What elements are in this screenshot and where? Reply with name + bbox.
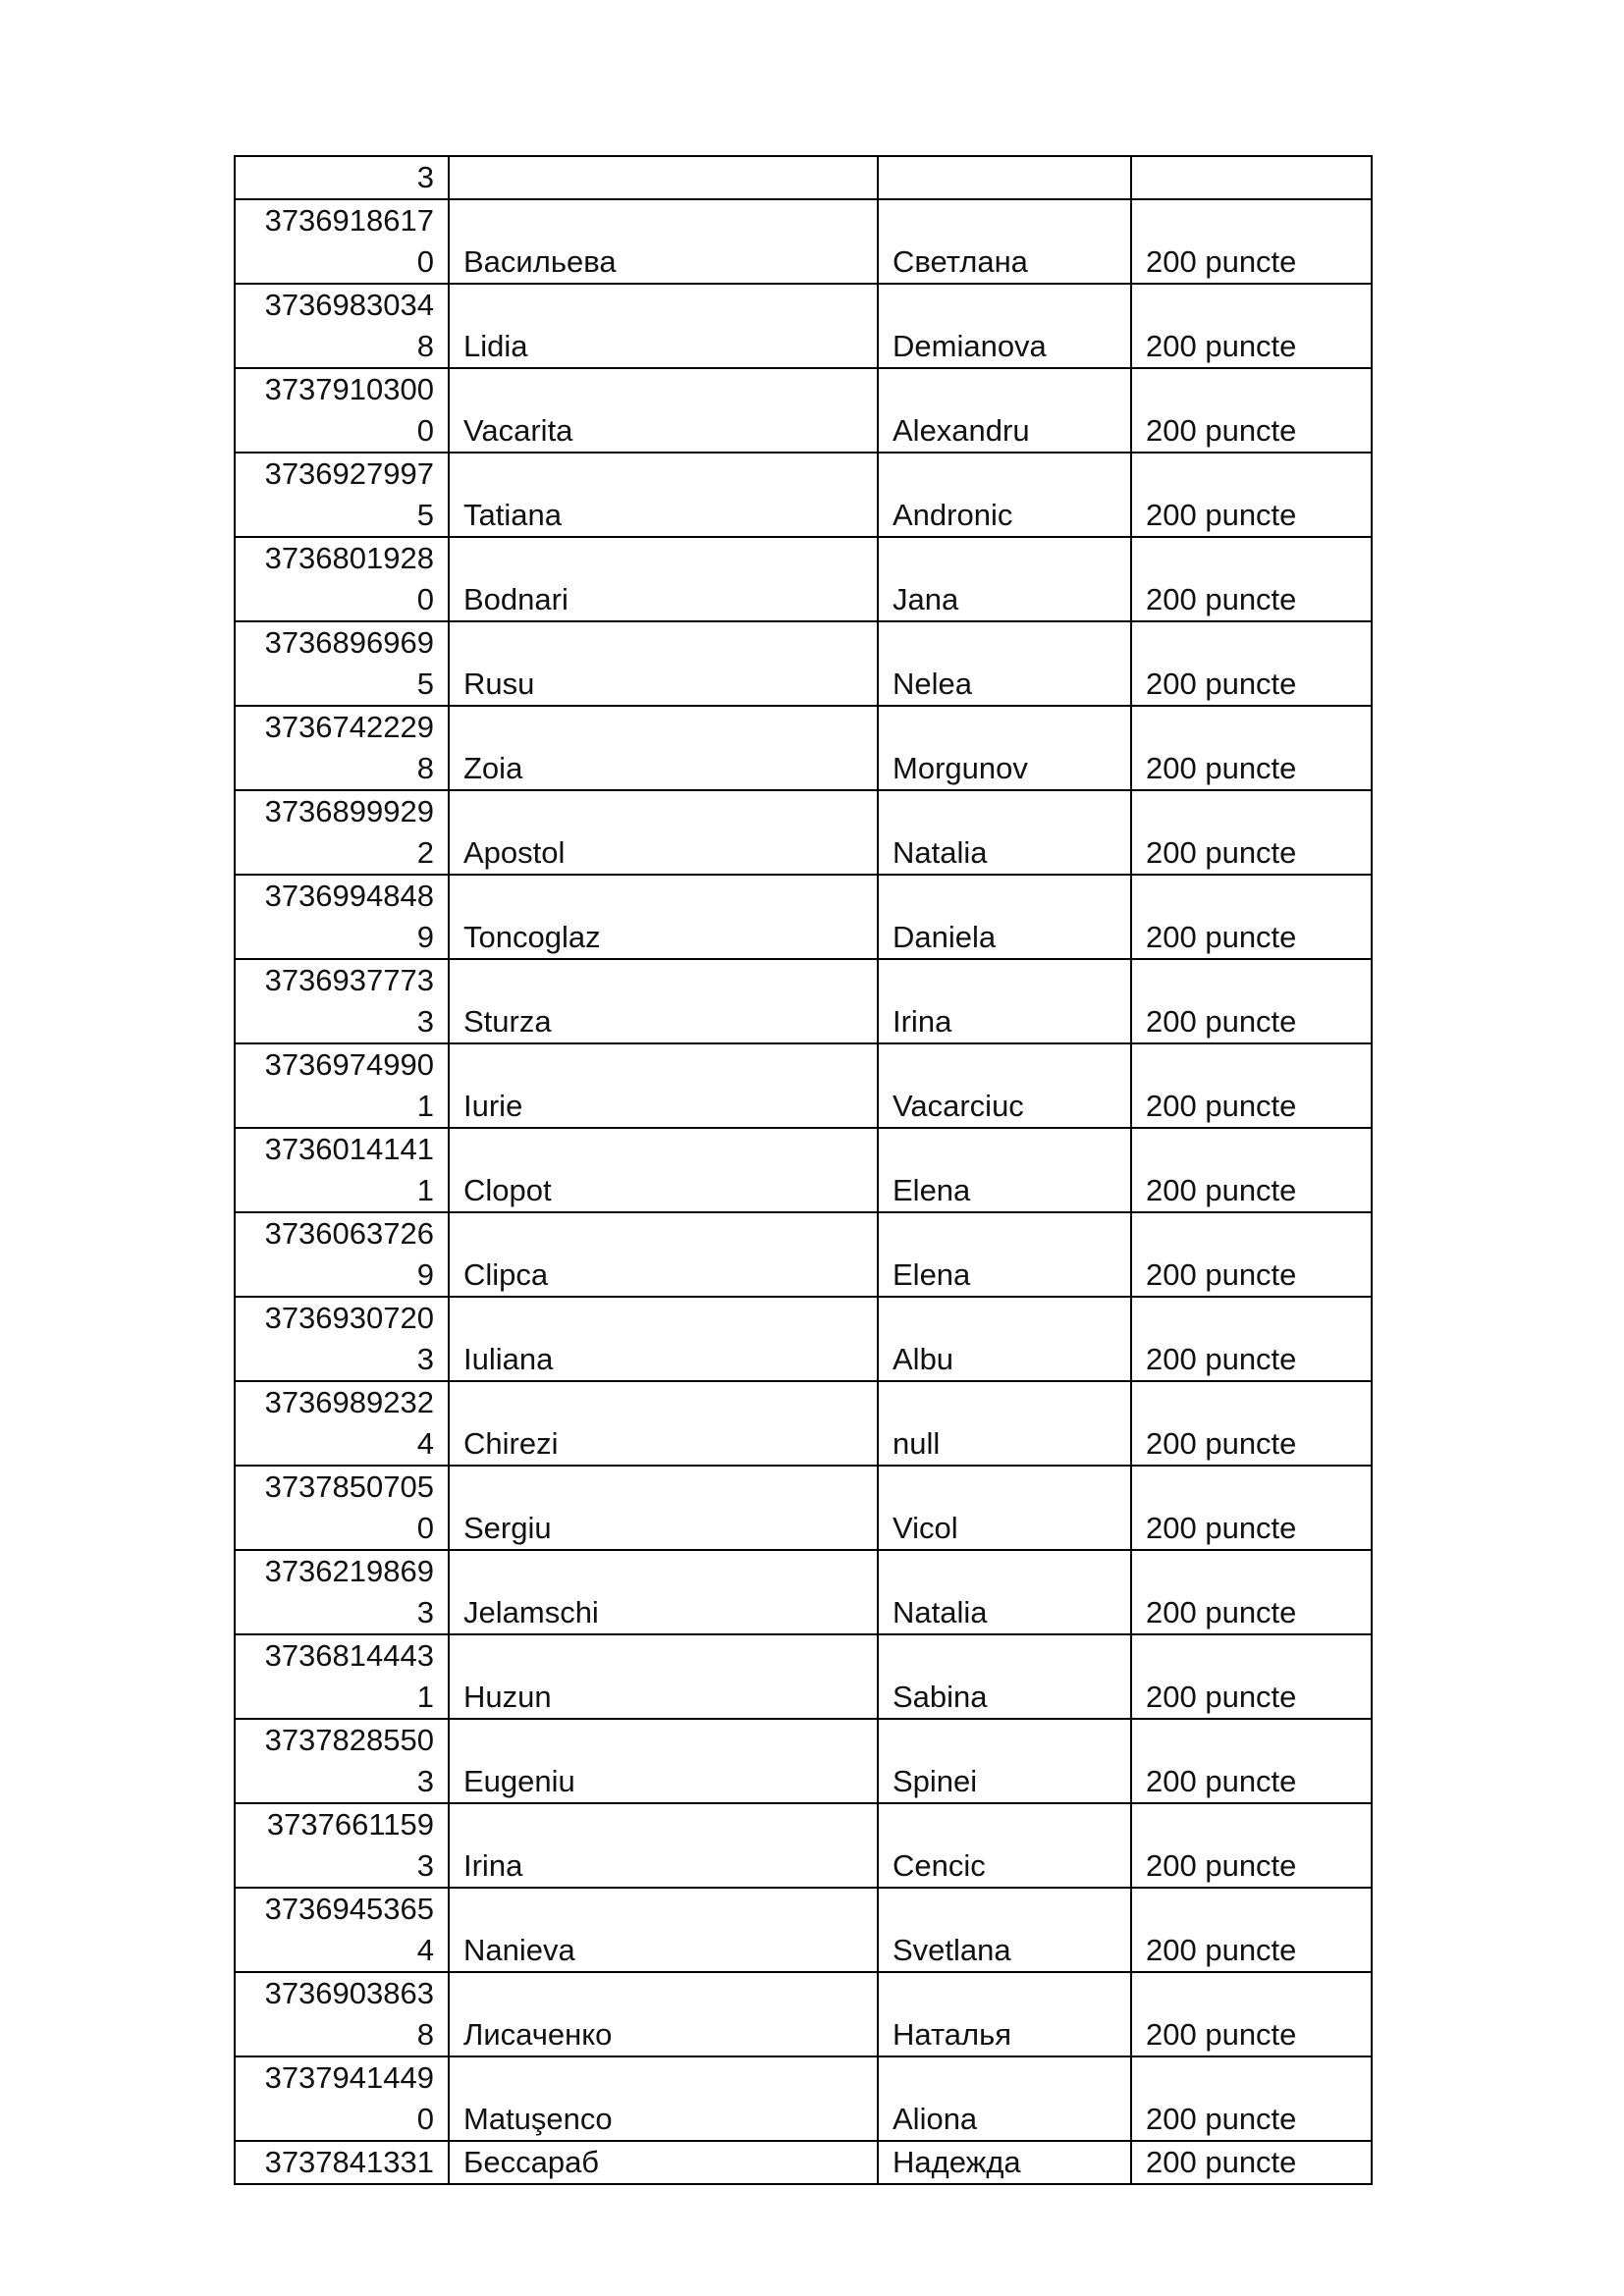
name-cell: Clopot — [449, 1128, 878, 1212]
points-cell: 200 puncte — [1131, 1212, 1372, 1297]
phone-cell — [235, 2056, 449, 2141]
phone-cell — [235, 1466, 449, 1550]
points-cell: 200 puncte — [1131, 537, 1372, 621]
name-cell: Rusu — [449, 621, 878, 706]
phone-number-line1: 3737661159 — [266, 1807, 434, 1842]
name-cell-second: Elena — [878, 1212, 1131, 1297]
name-cell: Vacarita — [449, 368, 878, 453]
points-cell: 200 puncte — [1131, 1719, 1372, 1803]
phone-number-line1: 3736989232 — [264, 1385, 434, 1419]
phone-number-line1: 3736918617 — [264, 203, 434, 238]
phone-cell — [235, 1888, 449, 1972]
points-cell: 200 puncte — [1131, 284, 1372, 368]
phone-cell — [235, 1972, 449, 2056]
phone-number-line1: 3736930720 — [264, 1301, 434, 1335]
phone-cell — [235, 1297, 449, 1381]
table-row — [235, 453, 1372, 537]
table-row — [235, 537, 1372, 621]
phone-cell — [235, 959, 449, 1043]
phone-number-line2: 3 — [416, 1848, 434, 1883]
name-cell — [449, 156, 878, 199]
points-cell: 200 puncte — [1131, 1297, 1372, 1381]
name-cell: Huzun — [449, 1634, 878, 1719]
name-cell-second: Светлана — [878, 199, 1131, 284]
phone-number-line2: 5 — [416, 498, 434, 532]
points-cell: 200 puncte — [1131, 1381, 1372, 1466]
name-cell-second: Nelea — [878, 621, 1131, 706]
phone-number-line2: 9 — [416, 1257, 434, 1292]
phone-number-line2: 9 — [416, 920, 434, 954]
phone-cell — [235, 368, 449, 453]
name-cell: Lidia — [449, 284, 878, 368]
winners-table — [234, 155, 1373, 2185]
points-cell: 200 puncte — [1131, 1888, 1372, 1972]
phone-number-line2: 0 — [416, 413, 434, 448]
name-cell-second: Alexandru — [878, 368, 1131, 453]
name-cell: Zoia — [449, 706, 878, 790]
table-row — [235, 368, 1372, 453]
phone-number-line2: 1 — [416, 1173, 434, 1207]
phone-cell — [235, 875, 449, 959]
name-cell-second: Vicol — [878, 1466, 1131, 1550]
name-cell: Nanieva — [449, 1888, 878, 1972]
phone-cell — [235, 199, 449, 284]
table-row — [235, 875, 1372, 959]
phone-cell — [235, 790, 449, 875]
points-cell: 200 puncte — [1131, 1634, 1372, 1719]
phone-number-line1: 3736937773 — [264, 963, 434, 997]
name-cell-second: Svetlana — [878, 1888, 1131, 1972]
name-cell-second: Albu — [878, 1297, 1131, 1381]
phone-number-line2: 2 — [416, 835, 434, 870]
name-cell-second: Aliona — [878, 2056, 1131, 2141]
points-cell: 200 puncte — [1131, 1803, 1372, 1888]
phone-cell — [235, 1381, 449, 1466]
table-row — [235, 1212, 1372, 1297]
phone-number-line1: 3736899929 — [264, 794, 434, 828]
points-cell: 200 puncte — [1131, 790, 1372, 875]
name-cell: Irina — [449, 1803, 878, 1888]
phone-cell — [235, 1634, 449, 1719]
table-row — [235, 1550, 1372, 1634]
phone-number-line2: 1 — [416, 1680, 434, 1714]
points-cell: 200 puncte — [1131, 368, 1372, 453]
table-row — [235, 1297, 1372, 1381]
name-cell-second: Spinei — [878, 1719, 1131, 1803]
phone-number-line1: 3736994848 — [264, 879, 434, 913]
phone-number-line2: 3 — [416, 1595, 434, 1629]
points-cell: 200 puncte — [1131, 706, 1372, 790]
name-cell-second: Cencic — [878, 1803, 1131, 1888]
name-cell: Apostol — [449, 790, 878, 875]
name-cell: Clipca — [449, 1212, 878, 1297]
phone-number-line2: 3 — [416, 1764, 434, 1798]
table-row — [235, 1888, 1372, 1972]
points-cell: 200 puncte — [1131, 1128, 1372, 1212]
table-row — [235, 790, 1372, 875]
phone-number-line1: 3736014141 — [264, 1132, 434, 1166]
phone-number-line1: 3737841331 — [264, 2145, 434, 2179]
table-row — [235, 1043, 1372, 1128]
phone-number-line2: 0 — [416, 2102, 434, 2136]
table-row — [235, 1634, 1372, 1719]
phone-number-line2: 0 — [416, 1511, 434, 1545]
phone-number-line2: 3 — [416, 1004, 434, 1039]
name-cell-second: Sabina — [878, 1634, 1131, 1719]
phone-number-line1: 3737828550 — [264, 1723, 434, 1757]
phone-number-line2: 3 — [416, 1342, 434, 1376]
phone-number-line1: 3736801928 — [264, 541, 434, 575]
table-row — [235, 2056, 1372, 2141]
points-cell: 200 puncte — [1131, 2141, 1372, 2184]
name-cell-second: Наталья — [878, 1972, 1131, 2056]
name-cell: Matuşenco — [449, 2056, 878, 2141]
table-body — [235, 156, 1372, 2184]
name-cell: Jelamschi — [449, 1550, 878, 1634]
phone-cell — [235, 706, 449, 790]
points-cell — [1131, 156, 1372, 199]
phone-number-line2: 0 — [416, 582, 434, 616]
name-cell: Лисаченко — [449, 1972, 878, 2056]
name-cell: Sturza — [449, 959, 878, 1043]
phone-number-line1: 3736219869 — [264, 1554, 434, 1588]
name-cell-second: Jana — [878, 537, 1131, 621]
phone-number-line1: 3736983034 — [264, 288, 434, 322]
name-cell: Iuliana — [449, 1297, 878, 1381]
name-cell-second: Irina — [878, 959, 1131, 1043]
name-cell-second: Daniela — [878, 875, 1131, 959]
phone-number-line1: 3736945365 — [264, 1892, 434, 1926]
points-cell: 200 puncte — [1131, 1466, 1372, 1550]
phone-number-line1: 3736814443 — [264, 1638, 434, 1673]
points-cell: 200 puncte — [1131, 453, 1372, 537]
name-cell-second: Morgunov — [878, 706, 1131, 790]
name-cell-second: Vacarciuc — [878, 1043, 1131, 1128]
phone-number-line2: 4 — [416, 1933, 434, 1967]
table-row — [235, 706, 1372, 790]
name-cell-second — [878, 156, 1131, 199]
points-cell: 200 puncte — [1131, 1550, 1372, 1634]
phone-number-line2: 1 — [416, 1089, 434, 1123]
points-cell: 200 puncte — [1131, 199, 1372, 284]
phone-number-line2: 3 — [416, 160, 434, 194]
table-row — [235, 1719, 1372, 1803]
table-row — [235, 1381, 1372, 1466]
points-cell: 200 puncte — [1131, 2056, 1372, 2141]
table-row — [235, 284, 1372, 368]
table-row — [235, 959, 1372, 1043]
points-cell: 200 puncte — [1131, 1972, 1372, 2056]
name-cell: Sergiu — [449, 1466, 878, 1550]
phone-number-line2: 8 — [416, 751, 434, 785]
phone-number-line1: 3737850705 — [264, 1469, 434, 1504]
phone-number-line1: 3737910300 — [264, 372, 434, 406]
phone-number-line1: 3736903863 — [264, 1976, 434, 2010]
name-cell: Бессараб — [449, 2141, 878, 2184]
name-cell-second: Natalia — [878, 790, 1131, 875]
points-cell: 200 puncte — [1131, 621, 1372, 706]
phone-cell — [235, 1043, 449, 1128]
name-cell-second: Demianova — [878, 284, 1131, 368]
phone-number-line1: 3736063726 — [264, 1216, 434, 1251]
name-cell-second: null — [878, 1381, 1131, 1466]
phone-number-line1: 3736974990 — [264, 1047, 434, 1082]
name-cell-second: Natalia — [878, 1550, 1131, 1634]
phone-cell — [235, 1550, 449, 1634]
phone-cell — [235, 156, 449, 199]
points-cell: 200 puncte — [1131, 1043, 1372, 1128]
phone-number-line2: 8 — [416, 2017, 434, 2052]
phone-number-line1: 3736927997 — [264, 456, 434, 491]
phone-cell — [235, 453, 449, 537]
table-row — [235, 1803, 1372, 1888]
phone-number-line1: 3737941449 — [264, 2060, 434, 2095]
name-cell: Chirezi — [449, 1381, 878, 1466]
table-row — [235, 621, 1372, 706]
name-cell: Tatiana — [449, 453, 878, 537]
name-cell: Васильева — [449, 199, 878, 284]
phone-cell — [235, 1128, 449, 1212]
name-cell-second: Andronic — [878, 453, 1131, 537]
name-cell-second: Надежда — [878, 2141, 1131, 2184]
phone-cell — [235, 621, 449, 706]
name-cell: Iurie — [449, 1043, 878, 1128]
name-cell: Bodnari — [449, 537, 878, 621]
table-row — [235, 156, 1372, 199]
phone-number-line1: 3736742229 — [264, 710, 434, 744]
points-cell: 200 puncte — [1131, 875, 1372, 959]
phone-number-line2: 5 — [416, 667, 434, 701]
name-cell-second: Elena — [878, 1128, 1131, 1212]
phone-number-line2: 8 — [416, 329, 434, 363]
points-cell: 200 puncte — [1131, 959, 1372, 1043]
table-row — [235, 1972, 1372, 2056]
table-row — [235, 199, 1372, 284]
phone-cell — [235, 1719, 449, 1803]
phone-number-line2: 0 — [416, 244, 434, 279]
table-row — [235, 1466, 1372, 1550]
table-row — [235, 1128, 1372, 1212]
name-cell: Eugeniu — [449, 1719, 878, 1803]
phone-cell — [235, 1803, 449, 1888]
phone-cell — [235, 537, 449, 621]
phone-cell — [235, 1212, 449, 1297]
name-cell: Toncoglaz — [449, 875, 878, 959]
phone-cell — [235, 284, 449, 368]
phone-number-line2: 4 — [416, 1426, 434, 1461]
phone-number-line1: 3736896969 — [264, 625, 434, 660]
table-row — [235, 2141, 1372, 2184]
phone-cell — [235, 2141, 449, 2184]
